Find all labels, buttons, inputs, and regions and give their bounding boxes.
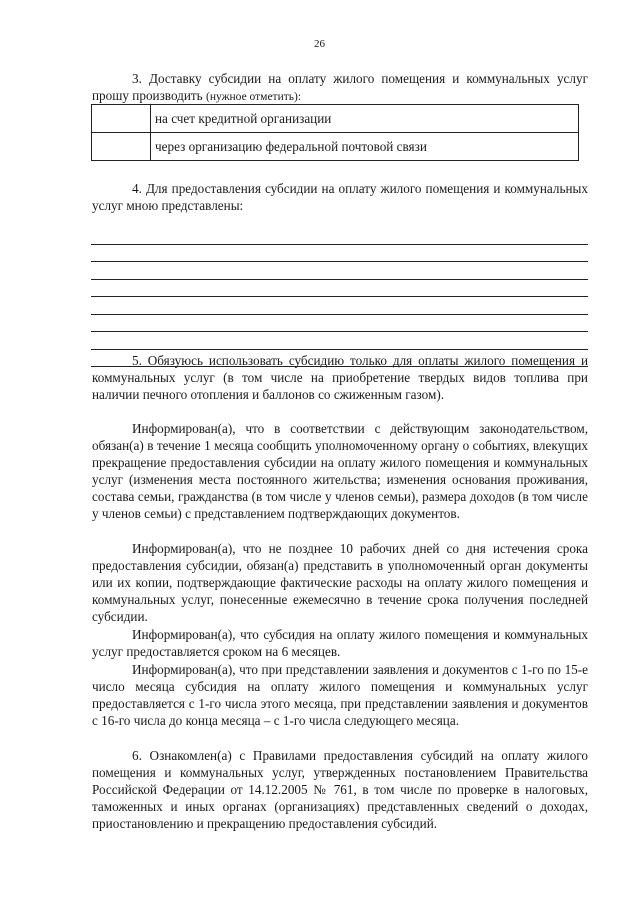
- blank-line: [91, 315, 588, 333]
- item-4-paragraph: 4. Для предоставления субсидии на оплату жилого помещения и коммунальных услуг мною представлены:: [92, 181, 588, 213]
- item-3-note: (нужное отметить):: [206, 91, 302, 103]
- delivery-option-checkbox-post[interactable]: [92, 133, 151, 161]
- item-5-paragraph: 5. Обязуюсь использовать субсидию только для оплаты жилого помещения и коммунальных услуг (в том числе на приобретение твердых видов топлива при наличии печного отопления и баллонов со сжиженным газом).: [92, 353, 588, 402]
- delivery-option-label-bank: на счет кредитной организации: [151, 105, 579, 133]
- item-3-text: 3. Доставку субсидии на оплату жилого помещения и коммунальных услуг прошу производить: [92, 71, 588, 103]
- delivery-options-table: [91, 104, 579, 161]
- blank-line: [91, 227, 588, 245]
- delivery-option-row: [92, 105, 579, 133]
- blank-line: [91, 332, 588, 350]
- informed-dates-paragraph: Информирован(а), что при представлении заявления и документов с 1-го по 15-е число месяца субсидия на оплату жилого помещения и коммунальных услуг предоставляется с 1-го числа этого месяца, при представлении заявления и документов с 16-го числа до конца месяца – с 1-го числа следующего месяца.: [92, 662, 588, 728]
- informed-expenses-paragraph: Информирован(а), что не позднее 10 рабочих дней со дня истечения срока предоставления субсидии, обязан(а) представить в уполномоченный орган документы или их копии, подтверждающие фактические расходы на оплату жилого помещения и коммунальных услуг, понесенные ежемесячно в течение срока получения последней субсидии.: [92, 541, 588, 624]
- blank-line: [91, 245, 588, 263]
- informed-events-paragraph: Информирован(а), что в соответствии с действующим законодательством, обязан(а) в течение 1 месяца сообщить уполномоченному органу о событиях, влекущих прекращение предоставления субсидии на оплату жилого помещения и коммунальных услуг (изменения места постоянного жительства; изменения основания проживания, состава семьи, гражданства (в том числе у членов семьи), размера доходов (в том числе у членов семьи) с представлением подтверждающих документов.: [92, 421, 588, 521]
- blank-line: [91, 262, 588, 280]
- item-6-paragraph: 6. Ознакомлен(а) с Правилами предоставления субсидий на оплату жилого помещения и коммунальных услуг, утвержденных постановлением Правительства Российской Федерации от 14.12.2005 № 761, в том числе по проверке в налоговых, таможенных и иных органах (организациях) представленных сведений о доходах, приостановлению и прекращению предоставления субсидий.: [92, 748, 588, 831]
- delivery-option-row: [92, 133, 579, 161]
- blank-lines-area[interactable]: [91, 227, 588, 367]
- blank-line: [91, 280, 588, 298]
- delivery-option-label-post: через организацию федеральной почтовой связи: [151, 133, 579, 161]
- delivery-option-checkbox-bank[interactable]: [92, 105, 151, 133]
- item-3-paragraph: [92, 70, 588, 106]
- informed-term-paragraph: Информирован(а), что субсидия на оплату жилого помещения и коммунальных услуг предоставляется сроком на 6 месяцев.: [92, 627, 588, 659]
- blank-line: [91, 297, 588, 315]
- page-number: 26: [314, 38, 325, 50]
